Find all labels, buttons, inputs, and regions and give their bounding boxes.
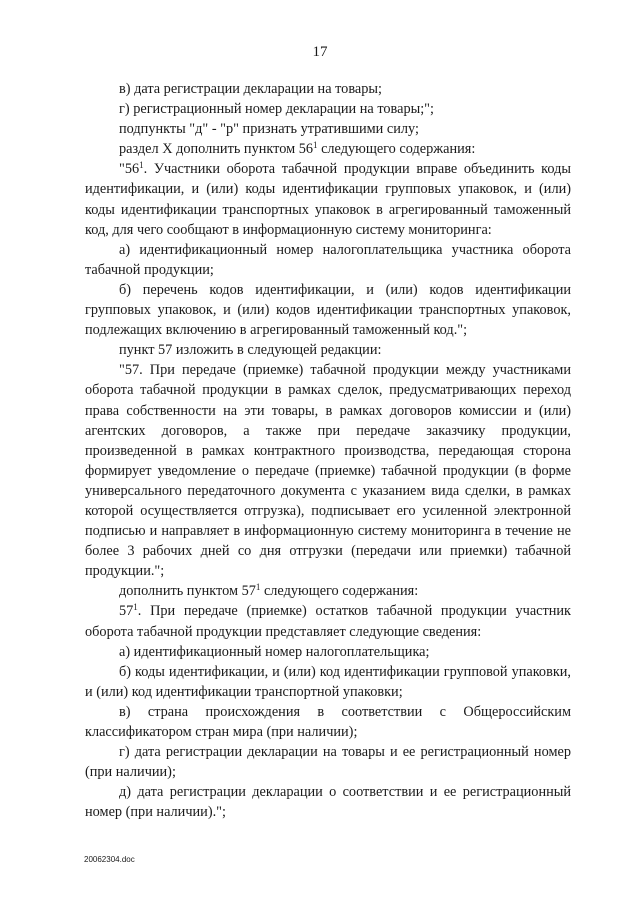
superscript: 1 bbox=[313, 140, 318, 151]
superscript: 1 bbox=[133, 602, 138, 613]
paragraph-section-x-addition bbox=[85, 139, 571, 159]
document-body bbox=[85, 79, 571, 822]
paragraph-text: . При передаче (приемке) остатков табачной продукции участник оборота табачной продукции представляет следующие сведения: bbox=[85, 603, 571, 640]
paragraph-item-v-country bbox=[85, 702, 571, 742]
superscript: 1 bbox=[139, 160, 144, 171]
paragraph-text: раздел X дополнить пунктом 56 bbox=[119, 141, 313, 158]
paragraph-text: в) страна происхождения в соответствии с Общероссийским классификатором стран мира (при наличии); bbox=[85, 703, 571, 740]
paragraph-text: . Участники оборота табачной продукции вправе объединить коды идентификации, и (или) коды идентификации групповых упаковок, и (или) коды идентификации транспортных упаковок в агрегированный таможенный код, для чего сообщают в информационную систему мониторинга: bbox=[85, 161, 571, 238]
page-number: 17 bbox=[312, 44, 328, 60]
paragraph-item-a-inn bbox=[85, 240, 571, 280]
paragraph-item-g bbox=[85, 99, 571, 119]
superscript: 1 bbox=[255, 582, 261, 593]
paragraph-clause-56-1 bbox=[85, 159, 571, 239]
paragraph-add-clause-57-1 bbox=[85, 581, 571, 601]
paragraph-text: подпункты "д" - "р" признать утратившими силу; bbox=[119, 121, 419, 138]
document-filename: 20062304.doc bbox=[84, 855, 135, 864]
paragraph-clause-57 bbox=[85, 360, 571, 581]
paragraph-text: а) идентификационный номер налогоплательщика; bbox=[119, 643, 430, 660]
paragraph-item-b-id-codes bbox=[85, 662, 571, 702]
paragraph-text: а) идентификационный номер налогоплательщика участника оборота табачной продукции; bbox=[85, 241, 571, 278]
paragraph-text: б) коды идентификации, и (или) код идентификации групповой упаковки, и (или) код идентификации транспортной упаковки; bbox=[85, 663, 571, 700]
paragraph-item-b-codes bbox=[85, 280, 571, 340]
paragraph-item-d-conformity bbox=[85, 782, 571, 822]
paragraph-item-g-declaration bbox=[85, 742, 571, 782]
paragraph-text: г) регистрационный номер декларации на товары;"; bbox=[119, 101, 434, 118]
paragraph-text: 57 bbox=[119, 603, 134, 620]
paragraph-item-a-inn-short bbox=[85, 642, 571, 662]
paragraph-text: г) дата регистрации декларации на товары и ее регистрационный номер (при наличии); bbox=[85, 744, 571, 781]
paragraph-item-v bbox=[85, 79, 571, 99]
paragraph-text: дополнить пунктом 57 bbox=[119, 583, 256, 600]
paragraph-text: д) дата регистрации декларации о соответствии и ее регистрационный номер (при наличии)."; bbox=[85, 784, 571, 821]
paragraph-text: следующего содержания: bbox=[317, 141, 476, 158]
paragraph-text: "57. При передаче (приемке) табачной продукции между участниками оборота табачной продукции в рамках сделок, предусматривающих переход права собственности на эти товары, в рамках договоров комиссии и (или) агентских договоров, а также при передаче заказчику продукции, произведенной в рамках контрактного производства, передающая сторона формирует уведомление о передаче (приемке) табачной продукции (в форме универсального передаточного документа с указанием вида сделки, в рамках которой осуществляется отгрузка), подписывает его усиленной электронной подписью и направляет в информационную систему мониторинга в течение не более 3 рабочих дней со дня отгрузки (передачи или приемки) табачной продукции."; bbox=[85, 362, 571, 580]
paragraph-text: б) перечень кодов идентификации, и (или) кодов идентификации групповых упаковок, и (или) кодов идентификации транспортных упаковок, подлежащих включению в агрегированный таможенный код."; bbox=[85, 281, 571, 339]
paragraph-text: следующего содержания: bbox=[260, 583, 419, 600]
paragraph-text: "56 bbox=[119, 161, 140, 178]
paragraph-subpoints-void bbox=[85, 119, 571, 139]
paragraph-text: пункт 57 изложить в следующей редакции: bbox=[119, 342, 382, 359]
paragraph-clause-57-header bbox=[85, 340, 571, 360]
paragraph-clause-57-1 bbox=[85, 601, 571, 641]
paragraph-text: в) дата регистрации декларации на товары; bbox=[119, 81, 382, 97]
